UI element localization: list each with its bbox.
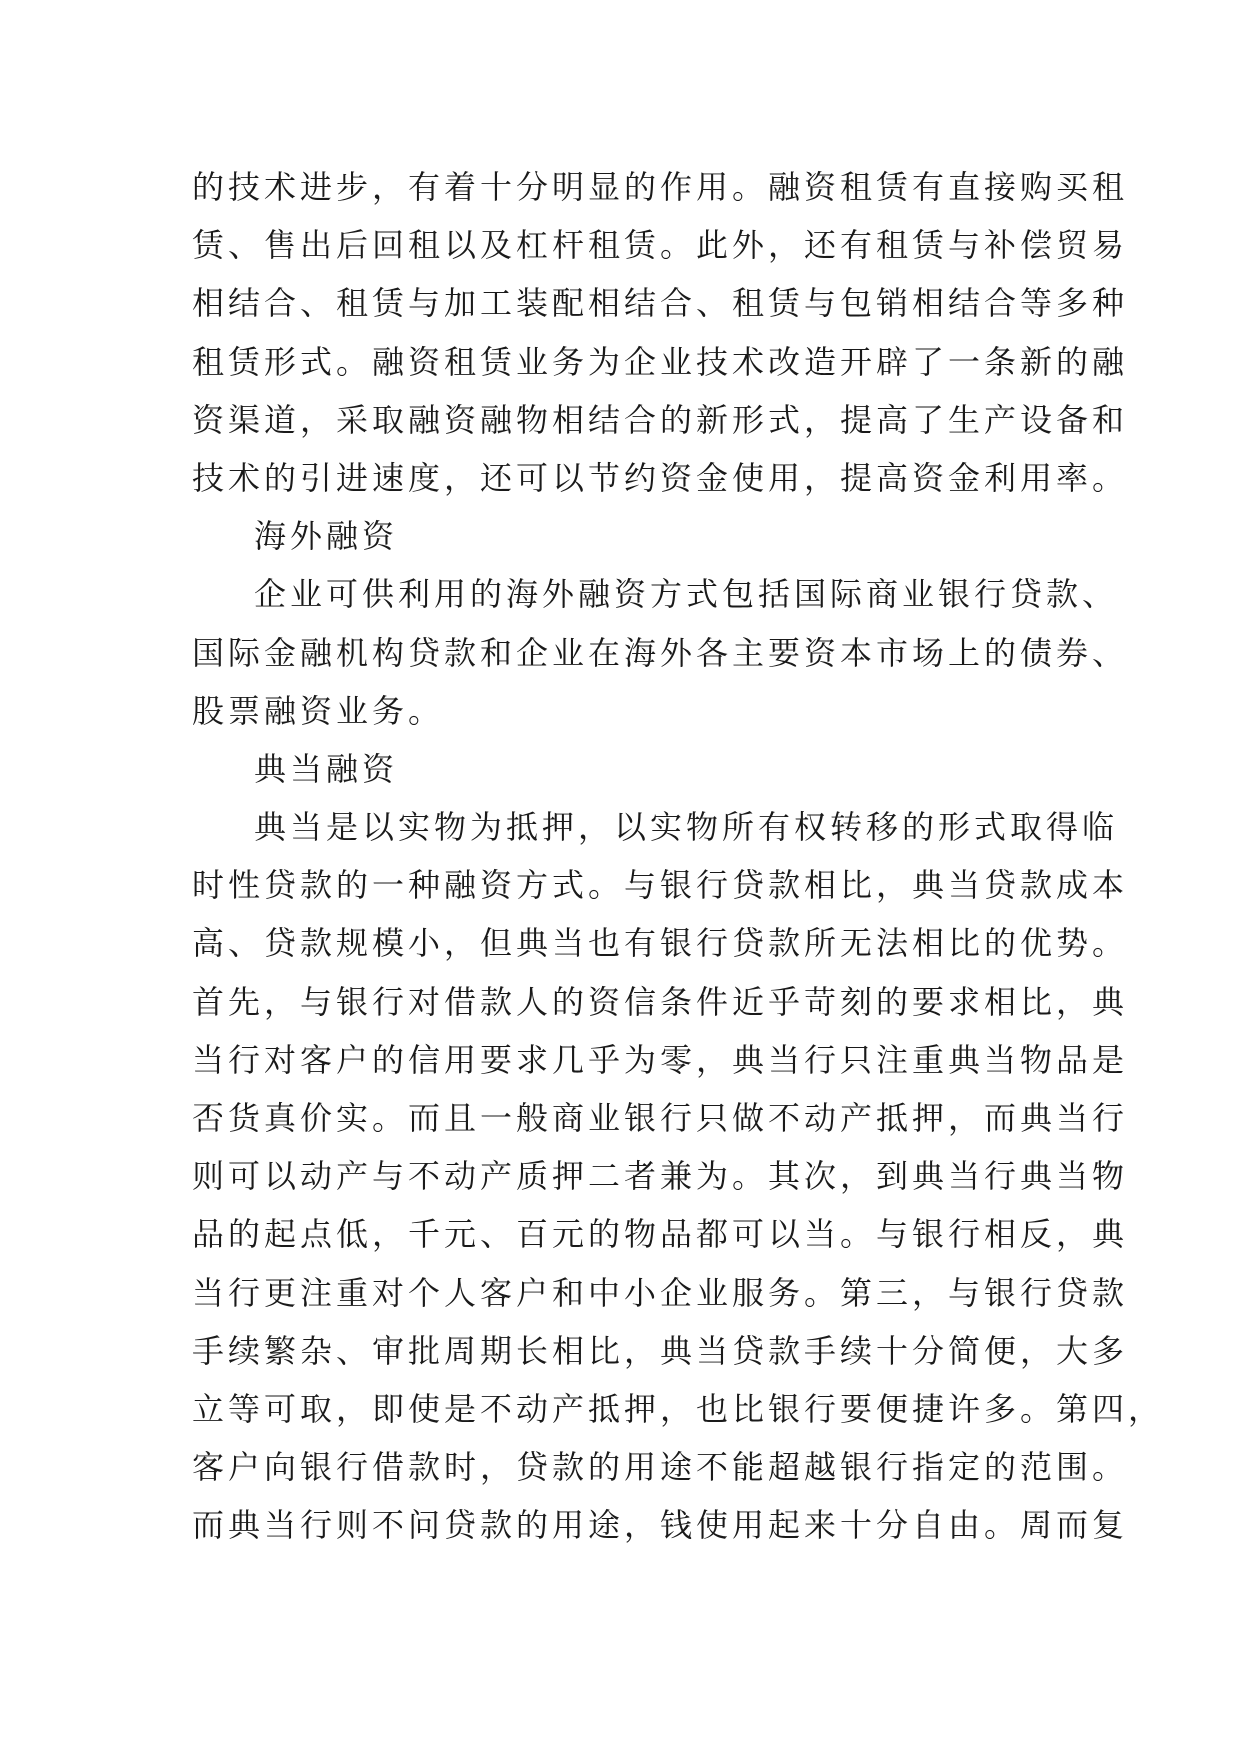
text-line: 租赁形式。融资租赁业务为企业技术改造开辟了一条新的融 [192, 342, 1129, 381]
text-line: 否货真价实。而且一般商业银行只做不动产抵押，而典当行 [192, 1099, 1129, 1137]
text-line: 客户向银行借款时，贷款的用途不能超越银行指定的范围。 [192, 1448, 1129, 1487]
text-line: 立等可取，即使是不动产抵押，也比银行要便捷许多。第四， [192, 1389, 1165, 1428]
text-line: 相结合、租赁与加工装配相结合、租赁与包销相结合等多种 [192, 284, 1129, 323]
text-line: 而典当行则不问贷款的用途，钱使用起来十分自由。周而复 [192, 1506, 1129, 1545]
text-line: 当行更注重对个人客户和中小企业服务。第三，与银行贷款 [192, 1273, 1129, 1312]
text-line: 典当是以实物为抵押，以实物所有权转移的形式取得临 [254, 808, 1119, 847]
text-line: 海外融资 [254, 517, 399, 556]
text-line: 企业可供利用的海外融资方式包括国际商业银行贷款、 [254, 575, 1119, 614]
text-line: 则可以动产与不动产质押二者兼为。其次，到典当行典当物 [192, 1157, 1129, 1196]
text-line: 高、贷款规模小，但典当也有银行贷款所无法相比的优势。 [192, 924, 1129, 963]
text-line: 技术的引进速度，还可以节约资金使用，提高资金利用率。 [192, 458, 1129, 497]
text-line: 当行对客户的信用要求几乎为零，典当行只注重典当物品是 [192, 1040, 1129, 1079]
text-line: 的技术进步，有着十分明显的作用。融资租赁有直接购买租 [192, 168, 1129, 206]
text-line: 股票融资业务。 [192, 691, 445, 730]
text-line: 手续繁杂、审批周期长相比，典当贷款手续十分简便，大多 [192, 1331, 1129, 1370]
text-line: 资渠道，采取融资融物相结合的新形式，提高了生产设备和 [192, 400, 1129, 439]
text-line: 赁、售出后回租以及杠杆租赁。此外，还有租赁与补偿贸易 [192, 226, 1129, 265]
text-line: 典当融资 [254, 749, 399, 788]
text-line: 品的起点低，千元、百元的物品都可以当。与银行相反，典 [192, 1215, 1129, 1254]
text-line: 国际金融机构贷款和企业在海外各主要资本市场上的债券、 [192, 633, 1129, 672]
text-line: 首先，与银行对借款人的资信条件近乎苛刻的要求相比，典 [192, 982, 1129, 1021]
body-text [192, 158, 1165, 1555]
text-line: 时性贷款的一种融资方式。与银行贷款相比，典当贷款成本 [192, 866, 1129, 905]
